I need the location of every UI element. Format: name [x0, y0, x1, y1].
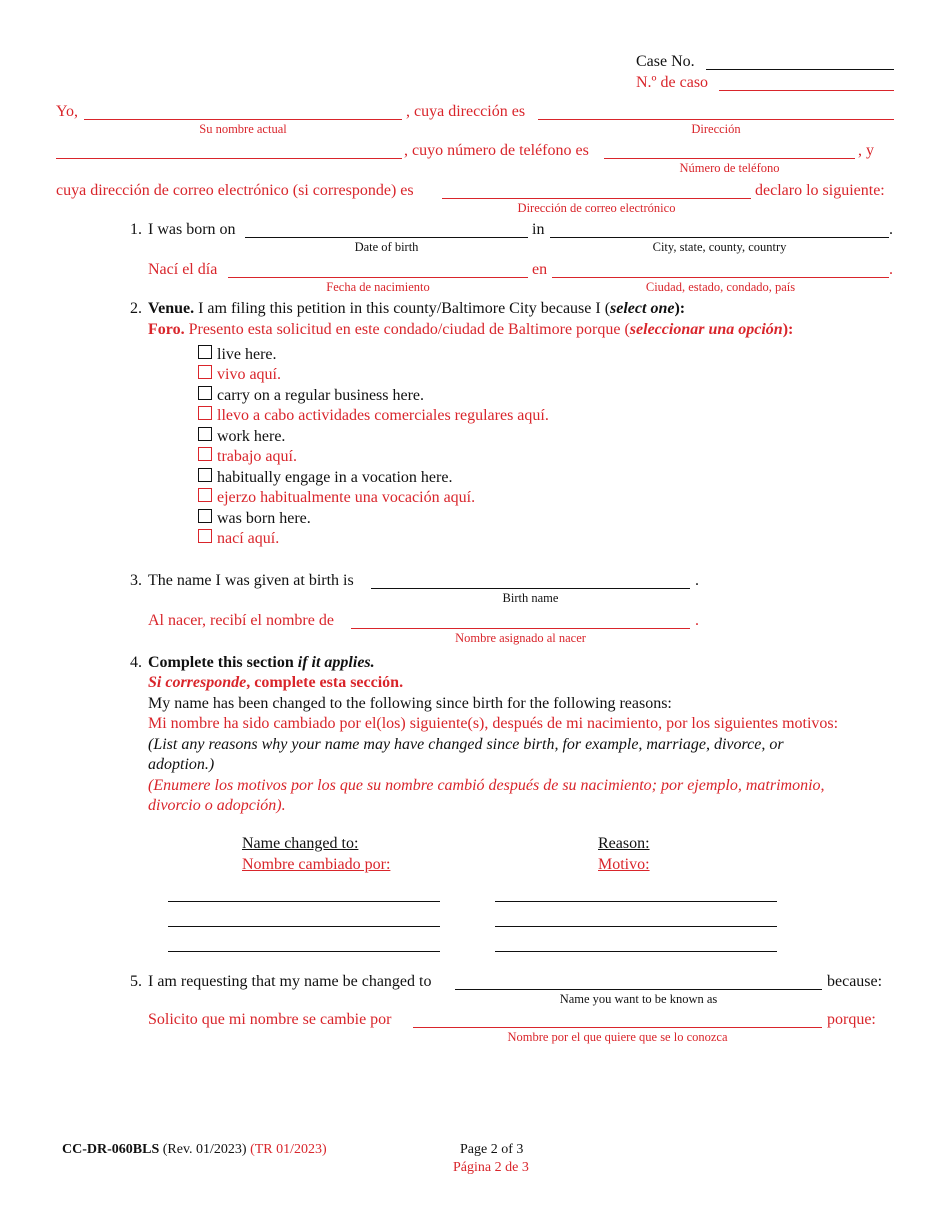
numero-telefono-caption: Número de teléfono	[679, 161, 780, 175]
email-field[interactable]	[442, 198, 751, 199]
intro-y: , y	[858, 142, 874, 159]
lugar-nacimiento-field	[552, 277, 889, 278]
intro-cuya-email: cuya dirección de correo electrónico (si corresponde) es	[56, 182, 414, 199]
item1-number: 1.	[130, 221, 142, 238]
checkbox-vivo-aqui[interactable]	[198, 365, 212, 379]
item2-venue-heading: Venue. I am filing this petition in this county/Baltimore City because I (select one):	[148, 300, 686, 317]
checkbox-work-here[interactable]	[198, 427, 212, 441]
intro-cuyo-telefono: , cuyo número de teléfono es	[404, 142, 589, 159]
item4-number: 4.	[130, 654, 142, 671]
item4-list-en-1: (List any reasons why your name may have changed since birth, for example, marriage, divorce, or	[148, 736, 784, 753]
option-work-here: work here.	[217, 428, 286, 445]
page-number-es: Página 2 de 3	[453, 1160, 529, 1175]
item4-heading: Complete this section if it applies.	[148, 654, 375, 671]
nombre-cambiado-header: Nombre cambiado por:	[242, 856, 391, 873]
item3-al-nacer: Al nacer, recibí el nombre de	[148, 612, 334, 629]
reason-line-3[interactable]	[495, 951, 777, 952]
intro-cuya-direccion: , cuya dirección es	[406, 103, 526, 120]
name-changed-to-header: Name changed to:	[242, 835, 359, 852]
fecha-nacimiento-field	[228, 277, 528, 278]
item4-list-es-2: divorcio o adopción).	[148, 797, 286, 814]
item2-number: 2.	[130, 300, 142, 317]
requested-name-field[interactable]	[455, 989, 822, 990]
direccion-email-caption: Dirección de correo electrónico	[517, 201, 676, 215]
option-live-here: live here.	[217, 346, 277, 363]
item3-number: 3.	[130, 572, 142, 589]
option-born-here: was born here.	[217, 510, 311, 527]
option-vocation-here: habitually engage in a vocation here.	[217, 469, 453, 486]
option-business-here: carry on a regular business here.	[217, 387, 425, 404]
item2-foro-heading: Foro. Presento esta solicitud en este condado/ciudad de Baltimore porque (seleccionar una opción):	[148, 321, 794, 338]
reason-line-2[interactable]	[495, 926, 777, 927]
option-naci-aqui: nací aquí.	[217, 530, 280, 547]
item3-name-given: The name I was given at birth is	[148, 572, 354, 589]
motivo-header: Motivo:	[598, 856, 650, 873]
checkbox-actividades-aqui[interactable]	[198, 406, 212, 420]
item4-changed-es: Mi nombre ha sido cambiado por el(los) siguiente(s), después de mi nacimiento, por los siguientes motivos:	[148, 715, 839, 732]
form-id: CC-DR-060BLS (Rev. 01/2023) (TR 01/2023)	[62, 1142, 327, 1157]
intro-declaro: declaro lo siguiente:	[755, 182, 885, 199]
item1-period: .	[889, 221, 893, 238]
address-field[interactable]	[538, 119, 894, 120]
nombre-solicitado-caption: Nombre por el que quiere que se lo conozca	[507, 1030, 728, 1044]
item4-list-en-2: adoption.)	[148, 756, 215, 773]
case-no-label-es: N.º de caso	[636, 74, 709, 91]
phone-field[interactable]	[604, 158, 855, 159]
item5-porque: porque:	[827, 1011, 876, 1028]
item4-heading-es: Si corresponde, complete esta sección.	[148, 674, 404, 691]
name-changed-line-3[interactable]	[168, 951, 440, 952]
item1-naci-el-dia: Nací el día	[148, 261, 218, 278]
item1-in: in	[532, 221, 545, 238]
reason-line-1[interactable]	[495, 901, 777, 902]
item1-en: en	[532, 261, 548, 278]
case-no-field-es	[719, 90, 894, 91]
item1-period-es: .	[889, 261, 893, 278]
birth-name-caption: Birth name	[502, 591, 559, 605]
requested-name-caption: Name you want to be known as	[559, 992, 718, 1006]
option-actividades-aqui: llevo a cabo actividades comerciales regulares aquí.	[217, 407, 549, 424]
item5-solicito: Solicito que mi nombre se cambie por	[148, 1011, 392, 1028]
date-of-birth-caption: Date of birth	[354, 240, 419, 254]
checkbox-trabajo-aqui[interactable]	[198, 447, 212, 461]
option-trabajo-aqui: trabajo aquí.	[217, 448, 297, 465]
su-nombre-actual-caption: Su nombre actual	[199, 122, 287, 136]
checkbox-vocation-here[interactable]	[198, 468, 212, 482]
nombre-solicitado-field	[413, 1027, 822, 1028]
item1-born-on: I was born on	[148, 221, 236, 238]
page-number: Page 2 of 3	[460, 1142, 524, 1157]
case-no-field[interactable]	[706, 69, 894, 70]
birthplace-field[interactable]	[550, 237, 889, 238]
case-no-label: Case No.	[636, 53, 695, 70]
checkbox-live-here[interactable]	[198, 345, 212, 359]
item3-period: .	[695, 572, 699, 589]
item4-changed-en: My name has been changed to the following since birth for the following reasons:	[148, 695, 672, 712]
checkbox-business-here[interactable]	[198, 386, 212, 400]
item5-number: 5.	[130, 973, 142, 990]
name-changed-line-1[interactable]	[168, 901, 440, 902]
reason-header: Reason:	[598, 835, 650, 852]
checkbox-naci-aqui[interactable]	[198, 529, 212, 543]
name-changed-line-2[interactable]	[168, 926, 440, 927]
item3-period-es: .	[695, 612, 699, 629]
direccion-caption: Dirección	[691, 122, 741, 136]
birth-name-field[interactable]	[371, 588, 690, 589]
nombre-asignado-field	[351, 628, 690, 629]
option-vocacion-aqui: ejerzo habitualmente una vocación aquí.	[217, 489, 476, 506]
address-continued-field[interactable]	[56, 158, 402, 159]
ciudad-estado-caption: Ciudad, estado, condado, país	[645, 280, 796, 294]
fecha-nacimiento-caption: Fecha de nacimiento	[326, 280, 430, 294]
checkbox-vocacion-aqui[interactable]	[198, 488, 212, 502]
current-name-field[interactable]	[84, 119, 402, 120]
nombre-asignado-caption: Nombre asignado al nacer	[455, 631, 586, 645]
item5-because: because:	[827, 973, 883, 990]
item4-list-es-1: (Enumere los motivos por los que su nombre cambió después de su nacimiento; por ejemplo, matrimonio,	[148, 777, 825, 794]
item5-requesting: I am requesting that my name be changed to	[148, 973, 432, 990]
checkbox-born-here[interactable]	[198, 509, 212, 523]
intro-yo: Yo,	[56, 103, 78, 120]
date-of-birth-field[interactable]	[245, 237, 528, 238]
option-vivo-aqui: vivo aquí.	[217, 366, 281, 383]
city-state-caption: City, state, county, country	[652, 240, 787, 254]
